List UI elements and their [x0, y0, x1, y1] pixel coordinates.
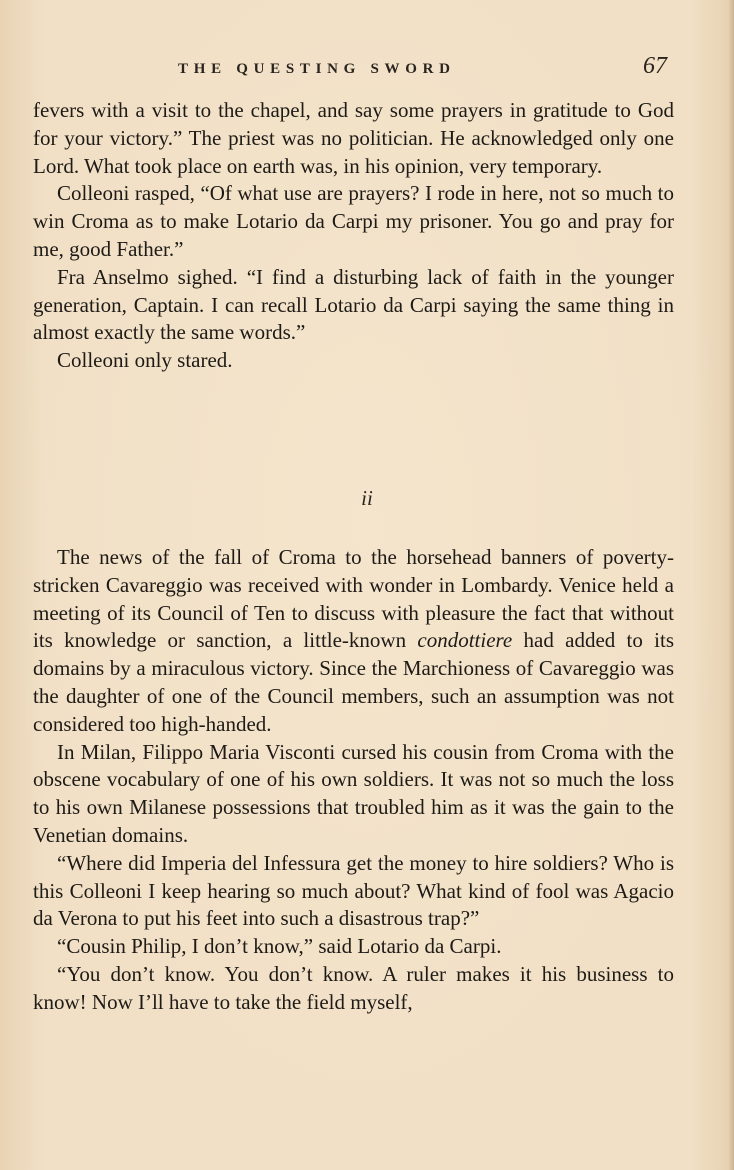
page-edge-shadow [728, 0, 734, 1170]
paragraph: fevers with a visit to the chapel, and say some prayers in gratitude to God for your victory.” The priest was no politician. He acknowledged only one Lord. What took place on earth was, in his opinion, very temporary. [33, 98, 674, 178]
paragraph: Colleoni rasped, “Of what use are prayers? I rode in here, not so much to win Croma as to make Lotario da Carpi my prisoner. You go and pray for me, good Father.” [33, 181, 674, 261]
italic-term: condottiere [417, 628, 513, 653]
section-two-text [33, 544, 674, 1017]
paragraph: “Cousin Philip, I don’t know,” said Lotario da Carpi. [57, 934, 502, 959]
section-one-text [33, 97, 674, 375]
running-title: THE QUESTING SWORD [178, 61, 456, 77]
paragraph: Fra Anselmo sighed. “I find a disturbing lack of faith in the younger generation, Captain. I can recall Lotario da Carpi saying the same thing in almost exactly the same words.” [33, 264, 674, 345]
paragraph: “You don’t know. You don’t know. A ruler makes it his business to know! Now I’ll have to take the field myself, [33, 961, 674, 1014]
paragraph-text: The news of the fall of Croma to the horsehead banners of poverty-stricken Cavareggio was received with wonder in Lombardy. Venice held a meeting of its Council of Ten to discuss with pleasure the fact that without its knowledge or sanction, a little-known [33, 545, 674, 653]
paragraph: In Milan, Filippo Maria Visconti cursed his cousin from Croma with the obscene vocabulary of one of his own soldiers. It was not so much the loss to his own Milanese possessions that troubled him as it was the gain to the Venetian domains. [33, 739, 674, 847]
page-number: 67 [643, 53, 667, 79]
paragraph-text: had added to its domains by a miraculous victory. Since the Marchioness of Cavareggio was the daughter of one of the Council members, such an assumption was not considered too high-handed. [33, 628, 674, 736]
paragraph: “Where did Imperia del Infessura get the money to hire soldiers? Who is this Colleoni I keep hearing so much about? What kind of fool was Agacio da Verona to put his feet into such a disastrous trap?” [33, 850, 674, 931]
paragraph: Colleoni only stared. [57, 348, 233, 373]
paragraph [33, 544, 674, 739]
section-number: ii [361, 486, 373, 510]
